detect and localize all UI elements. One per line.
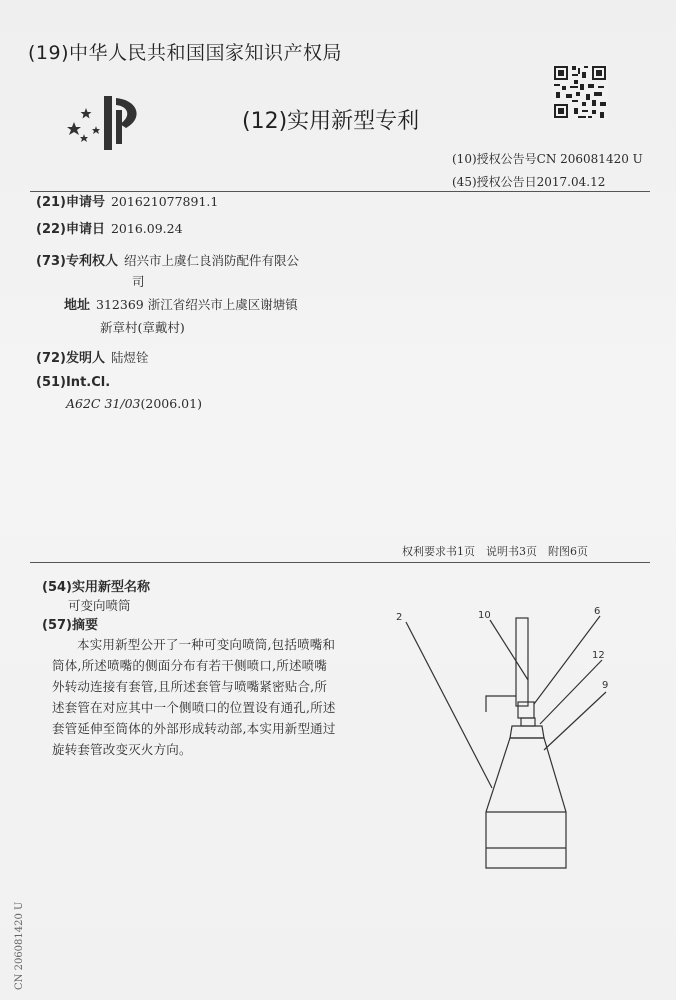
inventor [36, 347, 149, 366]
side-publication-code: CN 206081420 U [14, 901, 25, 990]
inventor-value: 陆煜铨 [110, 350, 149, 365]
publication-number [452, 150, 643, 167]
drawing-nozzle-block [518, 702, 534, 718]
int-cl-year: (2006.01) [140, 396, 202, 411]
address-value-line2: 新章村(章戴村) [100, 320, 185, 335]
application-number-value: 201621077891.1 [110, 194, 219, 209]
abstract-divider [30, 562, 650, 563]
utility-model-title: 可变向喷筒 [68, 598, 131, 613]
drawing-sleeve [521, 718, 535, 726]
drawing-side-pipe [486, 696, 516, 712]
drawing-label-10: 10 [478, 610, 491, 621]
leader-10 [490, 620, 528, 680]
publication-number-label: (10)授权公告号 [452, 152, 537, 166]
drawing-label-6: 6 [594, 606, 601, 617]
publication-date [452, 173, 605, 190]
int-cl-label: (51)Int.Cl. [36, 375, 111, 390]
authority-title: (19)中华人民共和国国家知识产权局 [28, 42, 343, 64]
leader-12 [540, 660, 602, 724]
qr-code-icon [552, 64, 608, 120]
int-cl [36, 375, 116, 390]
filing-date-value: 2016.09.24 [110, 221, 183, 236]
application-number [36, 191, 218, 210]
address [64, 294, 298, 313]
publication-date-value: 2017.04.12 [536, 175, 606, 189]
int-cl-code: A62C 31/03 [66, 396, 141, 411]
cnipa-logo-icon [60, 88, 150, 158]
utility-model-title-label-text: (54)实用新型名称 [42, 580, 150, 595]
patentee-label: (73)专利权人 [36, 254, 118, 269]
nozzle-drawing [380, 600, 640, 890]
leader-2 [406, 622, 492, 788]
patentee-value-line2: 司 [132, 274, 145, 289]
abstract-label [42, 614, 104, 633]
publication-date-label: (45)授权公告日 [452, 175, 537, 189]
filing-date-label: (22)申请日 [36, 222, 105, 237]
abstract-label-text: (57)摘要 [42, 618, 98, 633]
patentee [36, 250, 299, 269]
address-label: 地址 [64, 298, 91, 313]
leader-6 [534, 616, 600, 704]
drawing-collar [510, 726, 544, 738]
filing-date [36, 218, 183, 237]
drawing-label-9: 9 [602, 680, 609, 691]
int-cl-classification [66, 396, 202, 411]
application-number-label: (21)申请号 [36, 195, 105, 210]
drawing-tube [516, 618, 528, 706]
address-value-line1: 312369 浙江省绍兴市上虞区谢塘镇 [96, 297, 298, 312]
leader-9 [544, 692, 606, 750]
patentee-value-line1: 绍兴市上虞仁良消防配件有限公 [123, 253, 299, 268]
utility-model-title-label [42, 576, 156, 595]
pages-info: 权利要求书1页 说明书3页 附图6页 [402, 545, 588, 558]
drawing-label-2: 2 [396, 612, 403, 623]
abstract-text: 本实用新型公开了一种可变向喷筒,包括喷嘴和筒体,所述喷嘴的侧面分布有若干侧喷口,所述喷嘴外转动连接有套管,且所述套管与喷嘴紧密贴合,所述套管在对应其中一个侧喷口的位置设有通孔,所述套管延伸至筒体的外部形成转动部,本实用新型通过旋转套管改变灭火方向。 [52, 637, 336, 757]
inventor-label: (72)发明人 [36, 351, 105, 366]
publication-number-value: CN 206081420 U [536, 152, 643, 166]
drawing-label-12: 12 [592, 650, 605, 661]
document-type-title: (12)实用新型专利 [242, 109, 420, 134]
